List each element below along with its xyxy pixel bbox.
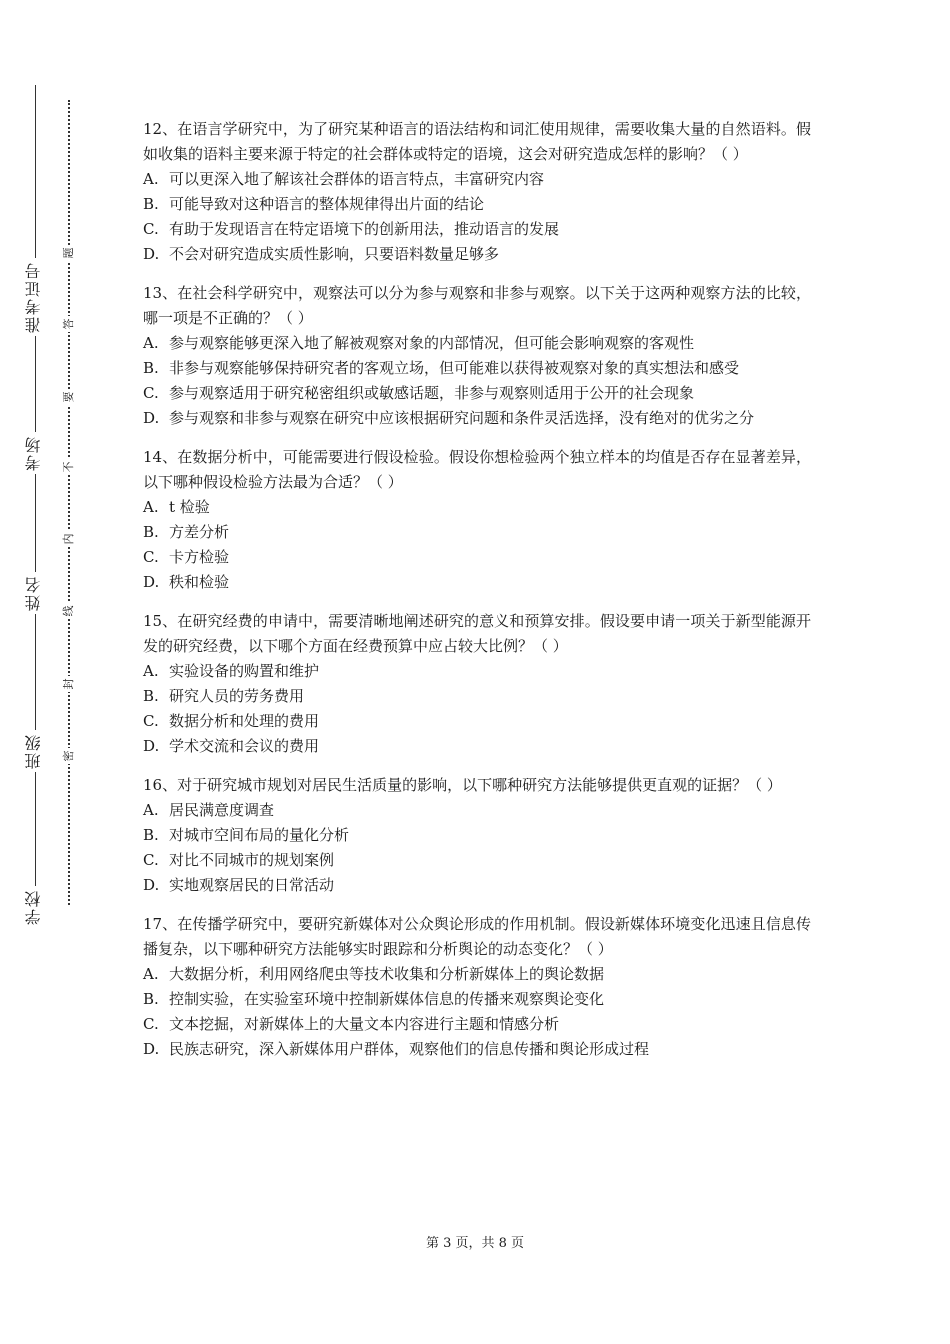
option-d: D. 民族志研究，深入新媒体用户群体，观察他们的信息传播和舆论形成过程 bbox=[143, 1040, 650, 1058]
question-14 bbox=[143, 445, 811, 595]
option-a: A. 居民满意度调查 bbox=[143, 801, 275, 819]
option-d: D. 参与观察和非参与观察在研究中应该根据研究问题和条件灵活选择，没有绝对的优劣之分 bbox=[143, 409, 755, 427]
seal-char: 内 bbox=[62, 531, 76, 547]
binding-margin bbox=[0, 0, 90, 1344]
seal-char: 题 bbox=[62, 245, 76, 261]
option-c: C. 有助于发现语言在特定语境下的创新用法，推动语言的发展 bbox=[143, 220, 560, 238]
question-17 bbox=[143, 912, 811, 1062]
question-stem: 15、在研究经费的申请中，需要清晰地阐述研究的意义和预算安排。假设要申请一项关于新型能源开发的研究经费，以下哪个方面在经费预算中应占较大比例？（ ） bbox=[143, 612, 811, 655]
option-b: B. 控制实验，在实验室环境中控制新媒体信息的传播来观察舆论变化 bbox=[143, 990, 605, 1008]
field-label-exam-number: 准考证号 bbox=[22, 258, 50, 336]
option-d: D. 不会对研究造成实质性影响，只要语料数量足够多 bbox=[143, 245, 500, 263]
option-b: B. 方差分析 bbox=[143, 523, 230, 541]
field-label-school: 学校 bbox=[22, 886, 50, 928]
question-stem: 14、在数据分析中，可能需要进行假设检验。假设你想检验两个独立样本的均值是否存在显著差异，以下哪种假设检验方法最为合适？（ ） bbox=[143, 448, 811, 491]
option-a: A. 实验设备的购置和维护 bbox=[143, 662, 320, 680]
seal-char: 密 bbox=[62, 748, 76, 764]
field-label-exam-room: 考场 bbox=[22, 432, 50, 474]
option-d: D. 学术交流和会议的费用 bbox=[143, 737, 320, 755]
option-c: C. 卡方检验 bbox=[143, 548, 230, 566]
option-a: A. 可以更深入地了解该社会群体的语言特点，丰富研究内容 bbox=[143, 170, 545, 188]
question-stem: 17、在传播学研究中，要研究新媒体对公众舆论形成的作用机制。假设新媒体环境变化迅速且信息传播复杂，以下哪种研究方法能够实时跟踪和分析舆论的动态变化？（ ） bbox=[143, 915, 811, 958]
question-16 bbox=[143, 773, 811, 898]
seal-char: 不 bbox=[62, 459, 76, 475]
option-a: A. 参与观察能够更深入地了解被观察对象的内部情况，但可能会影响观察的客观性 bbox=[143, 334, 695, 352]
field-label-class: 班级 bbox=[22, 730, 50, 772]
field-label-name: 姓名 bbox=[22, 572, 50, 614]
option-c: C. 参与观察适用于研究秘密组织或敏感话题，非参与观察则适用于公开的社会现象 bbox=[143, 384, 695, 402]
question-15 bbox=[143, 609, 811, 759]
question-stem: 16、对于研究城市规划对居民生活质量的影响，以下哪种研究方法能够提供更直观的证据？（ ） bbox=[143, 776, 782, 794]
option-c: C. 文本挖掘，对新媒体上的大量文本内容进行主题和情感分析 bbox=[143, 1015, 560, 1033]
option-b: B. 研究人员的劳务费用 bbox=[143, 687, 305, 705]
seal-char: 答 bbox=[62, 316, 76, 332]
binding-solid-line bbox=[35, 85, 36, 925]
option-d: D. 实地观察居民的日常活动 bbox=[143, 876, 335, 894]
page-footer: 第 3 页，共 8 页 bbox=[425, 1236, 525, 1251]
seal-char: 线 bbox=[62, 603, 76, 619]
option-b: B. 对城市空间布局的量化分析 bbox=[143, 826, 350, 844]
option-a: A. t 检验 bbox=[143, 498, 210, 516]
question-13 bbox=[143, 281, 811, 431]
question-stem: 12、在语言学研究中，为了研究某种语言的语法结构和词汇使用规律，需要收集大量的自然语料。假如收集的语料主要来源于特定的社会群体或特定的语境，这会对研究造成怎样的影响？（ ） bbox=[143, 120, 811, 163]
seal-char: 要 bbox=[62, 389, 76, 405]
option-b: B. 非参与观察能够保持研究者的客观立场，但可能难以获得被观察对象的真实想法和感受 bbox=[143, 359, 740, 377]
option-b: B. 可能导致对这种语言的整体规律得出片面的结论 bbox=[143, 195, 485, 213]
question-list bbox=[143, 117, 811, 1076]
option-c: C. 对比不同城市的规划案例 bbox=[143, 851, 335, 869]
option-a: A. 大数据分析，利用网络爬虫等技术收集和分析新媒体上的舆论数据 bbox=[143, 965, 605, 983]
option-c: C. 数据分析和处理的费用 bbox=[143, 712, 320, 730]
seal-char: 封 bbox=[62, 676, 76, 692]
option-d: D. 秩和检验 bbox=[143, 573, 230, 591]
question-stem: 13、在社会科学研究中，观察法可以分为参与观察和非参与观察。以下关于这两种观察方法的比较，哪一项是不正确的？（ ） bbox=[143, 284, 811, 327]
seal-dotted-line bbox=[68, 100, 70, 905]
question-12 bbox=[143, 117, 811, 267]
